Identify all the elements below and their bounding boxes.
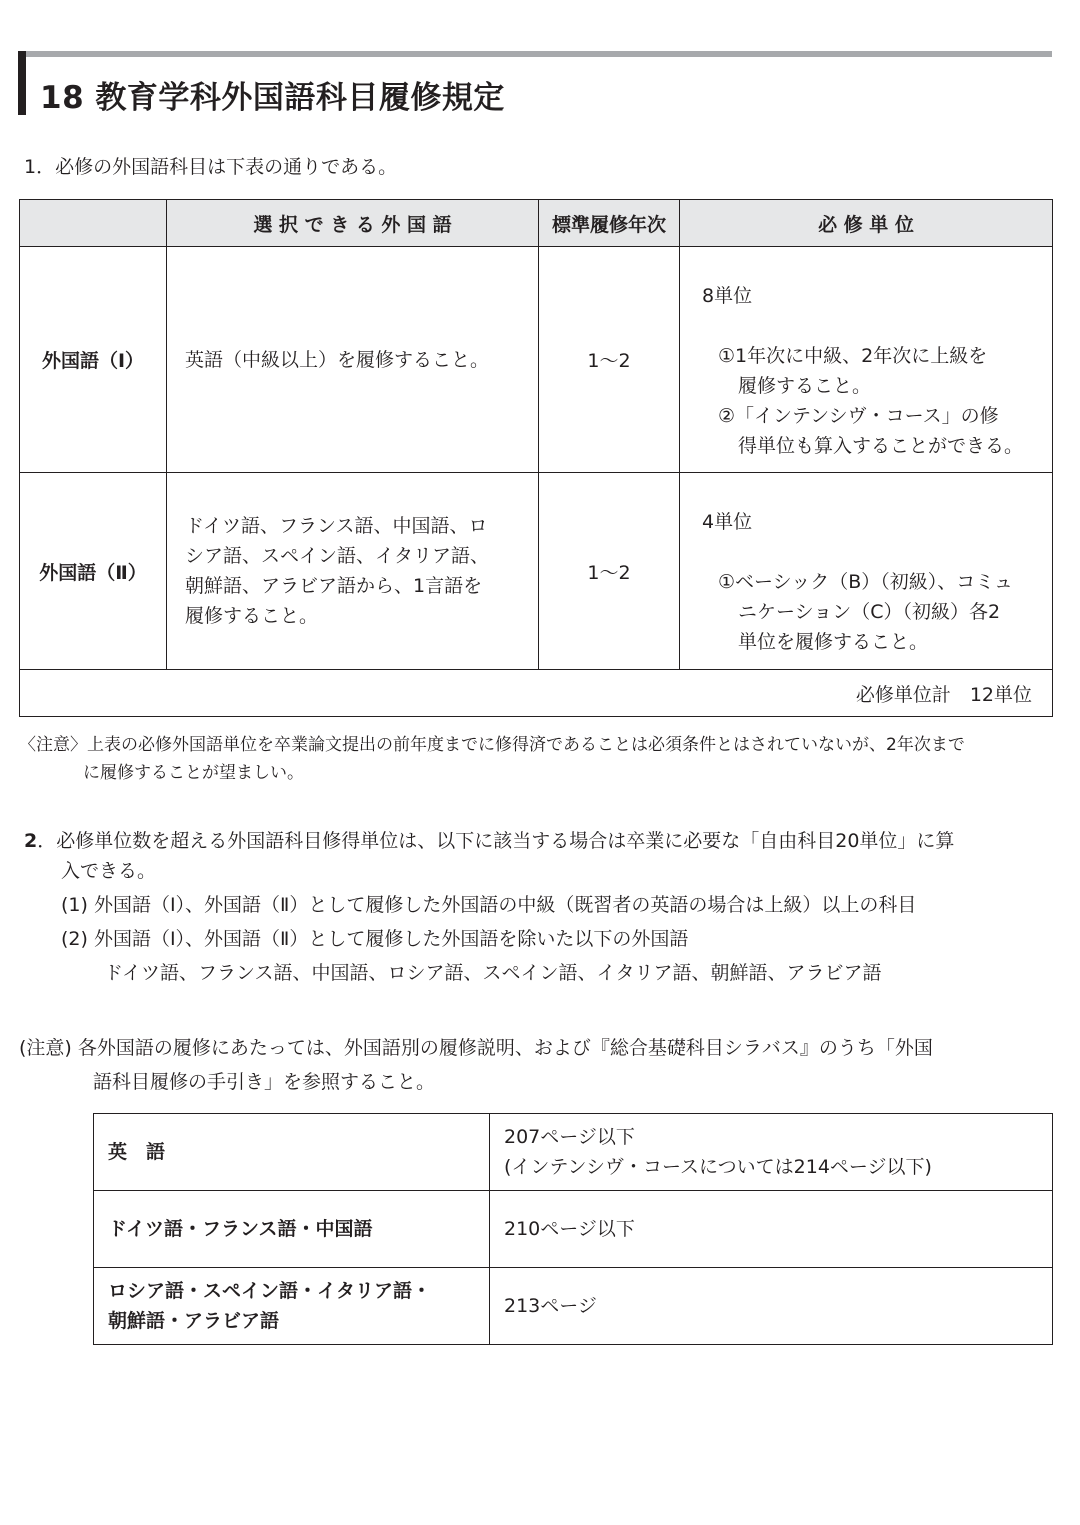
row-languages [167, 247, 539, 473]
units-note-line: ニケーション（C）（初級）各2 [738, 601, 1001, 623]
section-1-number: 1 [24, 156, 37, 178]
note-1-line: に履修することが望ましい。 [83, 763, 304, 783]
table-header-row [20, 200, 1053, 247]
section-2-text: ．必修単位数を超える外国語科目修得単位は、以下に該当する場合は卒業に必要な「自由科目20単位」に算 [37, 830, 955, 852]
section-1-text: ．必修の外国語科目は下表の通りである。 [36, 156, 398, 178]
header-languages: 選 択 で き る 外 国 語 [167, 200, 539, 247]
units-note-line: ①ベーシック（B）（初級）、コミュ [718, 571, 1013, 593]
ref-pages-line: 207ページ以下 [504, 1126, 635, 1148]
languages-line: シア語、スペイン語、イタリア語、 [185, 545, 490, 567]
note-2-line: (注意) 各外国語の履修にあたっては、外国語別の履修説明、および『総合基礎科目シラバス』のうち「外国 [19, 1037, 933, 1059]
header-year: 標準履修年次 [539, 200, 680, 247]
header-units: 必 修 単 位 [680, 200, 1053, 247]
total-units: 必修単位計 12単位 [20, 670, 1053, 717]
row-languages [167, 473, 539, 670]
ref-language: ドイツ語・フランス語・中国語 [94, 1191, 490, 1268]
units-note-line: ①1年次に中級、2年次に上級を [718, 345, 988, 367]
units-note-line: 得単位も算入することができる。 [738, 435, 1024, 457]
row-year: 1～2 [539, 473, 680, 670]
table-total-row [20, 670, 1053, 717]
ref-pages: 213ページ [490, 1268, 1053, 1345]
section-2-item: (2) 外国語（Ⅰ）、外国語（Ⅱ）として履修した外国語を除いた以下の外国語 [61, 928, 689, 950]
syllabus-reference-table [93, 1113, 1053, 1345]
section-2 [24, 826, 954, 988]
table-row [20, 473, 1053, 670]
ref-pages-line: (インテンシヴ・コースについては214ページ以下) [504, 1156, 932, 1178]
table-row [94, 1191, 1053, 1268]
ref-language [94, 1268, 490, 1345]
header-rule [18, 51, 1052, 57]
section-2-number: 2 [24, 830, 38, 852]
header-category [20, 200, 167, 247]
languages-line: 朝鮮語、アラビア語から、1言語を [185, 575, 483, 597]
title-accent-bar [18, 51, 26, 115]
units-note-line: 単位を履修すること。 [738, 631, 929, 653]
section-2-line: 入できる。 [61, 860, 157, 882]
languages-line: 履修すること。 [185, 605, 319, 627]
section-2-item: (1) 外国語（Ⅰ）、外国語（Ⅱ）として履修した外国語の中級（既習者の英語の場合は上級）以上の科目 [61, 894, 917, 916]
ref-pages: 210ページ以下 [490, 1191, 1053, 1268]
note-2 [19, 1033, 933, 1097]
row-units [680, 247, 1053, 473]
note-1-line: 〈注意〉上表の必修外国語単位を卒業論文提出の前年度までに修得済であることは必須条件とはされていないが、2年次まで [19, 735, 965, 755]
row-category: 外国語（Ⅱ） [20, 473, 167, 670]
row-category: 外国語（Ⅰ） [20, 247, 167, 473]
units-title: 8単位 [702, 285, 753, 307]
row-units [680, 473, 1053, 670]
section-2-language-list: ドイツ語、フランス語、中国語、ロシア語、スペイン語、イタリア語、朝鮮語、アラビア語 [104, 962, 882, 984]
units-note-line: ②「インテンシヴ・コース」の修 [718, 405, 999, 427]
ref-language-line: ロシア語・スペイン語・イタリア語・ [108, 1280, 432, 1302]
section-2-line [24, 826, 954, 856]
page-title: 18 教育学科外国語科目履修規定 [40, 80, 505, 116]
ref-language: 英 語 [94, 1114, 490, 1191]
note-1 [19, 731, 965, 787]
languages-line: 英語（中級以上）を履修すること。 [185, 348, 490, 371]
row-year: 1～2 [539, 247, 680, 473]
ref-language-line: 朝鮮語・アラビア語 [108, 1310, 280, 1332]
table-row [20, 247, 1053, 473]
units-title: 4単位 [702, 511, 753, 533]
note-2-line: 語科目履修の手引き」を参照すること。 [93, 1071, 436, 1093]
section-1-heading [24, 152, 397, 182]
units-note-line: 履修すること。 [738, 375, 872, 397]
table-row [94, 1114, 1053, 1191]
required-units-table [19, 199, 1053, 717]
ref-pages [490, 1114, 1053, 1191]
table-row [94, 1268, 1053, 1345]
languages-line: ドイツ語、フランス語、中国語、ロ [185, 515, 488, 537]
